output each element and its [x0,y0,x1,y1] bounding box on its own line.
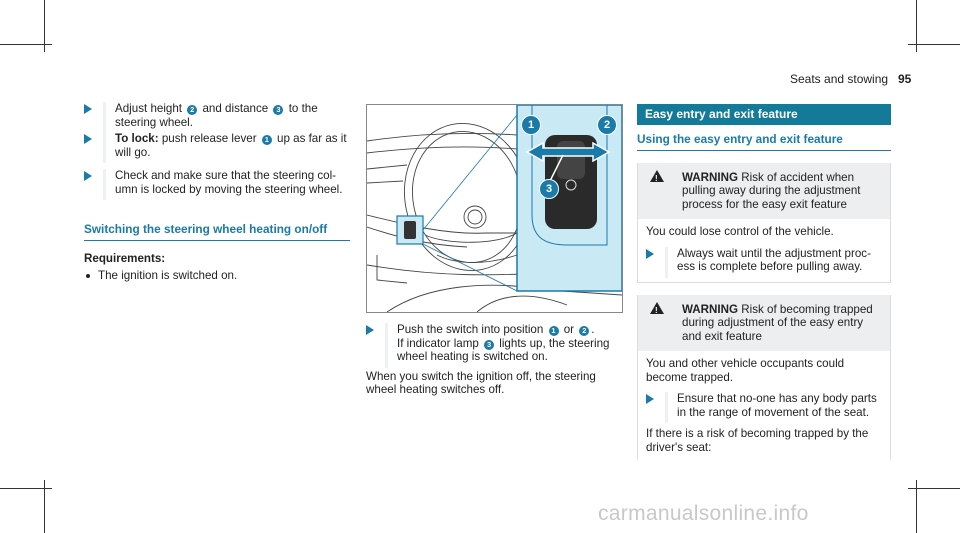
running-header: Seats and stowing [790,72,889,86]
step-text: Adjust height [115,102,186,115]
callout-3-icon: 3 [539,179,559,199]
step-text: up as far as it will go. [115,132,347,159]
step-check [84,169,350,196]
warning-label: WARNING [682,170,739,184]
left-column [84,102,350,283]
step-text: lights up, the steering wheel heating is switched on. [397,336,610,363]
warning-label: WARNING [682,302,739,316]
warning-body-text: You and other vehicle occupants could become trapped. [646,357,845,384]
requirement-text: The ignition is switched on. [98,269,238,282]
callout-1-icon: 1 [521,115,541,135]
step-arrow-icon [646,394,654,404]
step-text: Always wait until the adjustment proc- ess is complete before pulling away. [677,246,871,273]
step-text: or [560,323,578,336]
warning-triangle-icon: ! [650,302,664,314]
step-arrow-icon [84,134,92,144]
callout-1-icon: 1 [262,135,272,145]
step-text: If indicator lamp [397,336,483,350]
requirement-item [84,269,350,283]
step-text: and distance [199,102,272,115]
warning-heading-text: Risk of becoming trapped during adjustment of the easy entry and exit feature [682,302,873,343]
step-arrow-icon [84,171,92,181]
callout-2-icon: 2 [187,105,197,115]
step-arrow-icon [84,104,92,114]
warning-step [646,247,882,274]
crop-mark [44,0,45,52]
warning-body-text: You could lose control of the vehicle. [646,225,834,238]
step-arrow-icon [366,325,374,335]
warning-step [646,392,882,419]
step-text: to the steering wheel. [115,102,318,129]
right-column [637,104,891,460]
info-paragraph: When you switch the ignition off, the steering wheel heating switches off. [366,369,596,396]
warning-tail-text: If there is a risk of becoming trapped by the driver's seat: [646,427,869,454]
step-text: . [591,323,595,336]
step-text: Check and make sure that the steering col- umn is locked by moving the steering wheel. [115,169,343,196]
step-bold-label: To lock: [115,132,159,145]
warning-box-accident [637,163,891,283]
step-text: Push the switch into position [397,323,547,336]
callout-2-icon: 2 [579,326,589,336]
step-text: Ensure that no-one has any body parts in the range of movement of the seat. [677,392,877,419]
warning-header [638,163,890,220]
callout-1-icon: 1 [549,326,559,336]
subsection-title: Using the easy entry and exit feature [637,133,891,151]
crop-mark [916,0,917,52]
warning-heading-text: Risk of accident when pulling away during the adjustment process for the easy exit feature [682,170,861,211]
crop-mark [44,480,45,533]
watermark: carmanualsonline.info [598,502,809,525]
bullet-dot-icon [86,274,90,278]
dashboard-illustration [367,105,622,312]
callout-3-icon: 3 [273,105,283,115]
steering-wheel-figure [366,104,623,313]
step-lock [84,132,350,159]
step-arrow-icon [646,249,654,259]
warning-header [638,295,890,352]
section-banner: Easy entry and exit feature [637,104,891,125]
warning-triangle-icon: ! [650,170,664,182]
warning-box-trapped [637,295,891,461]
warning-body [638,219,890,282]
callout-3-icon: 3 [484,340,494,350]
step-push-switch [366,323,626,364]
page-number: 95 [898,72,912,86]
step-text: push release lever [158,132,260,145]
callout-2-icon: 2 [597,115,617,135]
crop-mark [916,480,917,533]
section-title: Switching the steering wheel heating on/off [84,223,350,241]
warning-body [638,351,890,460]
step-adjust [84,102,350,129]
middle-column [366,323,626,397]
requirements-label: Requirements: [84,251,166,265]
